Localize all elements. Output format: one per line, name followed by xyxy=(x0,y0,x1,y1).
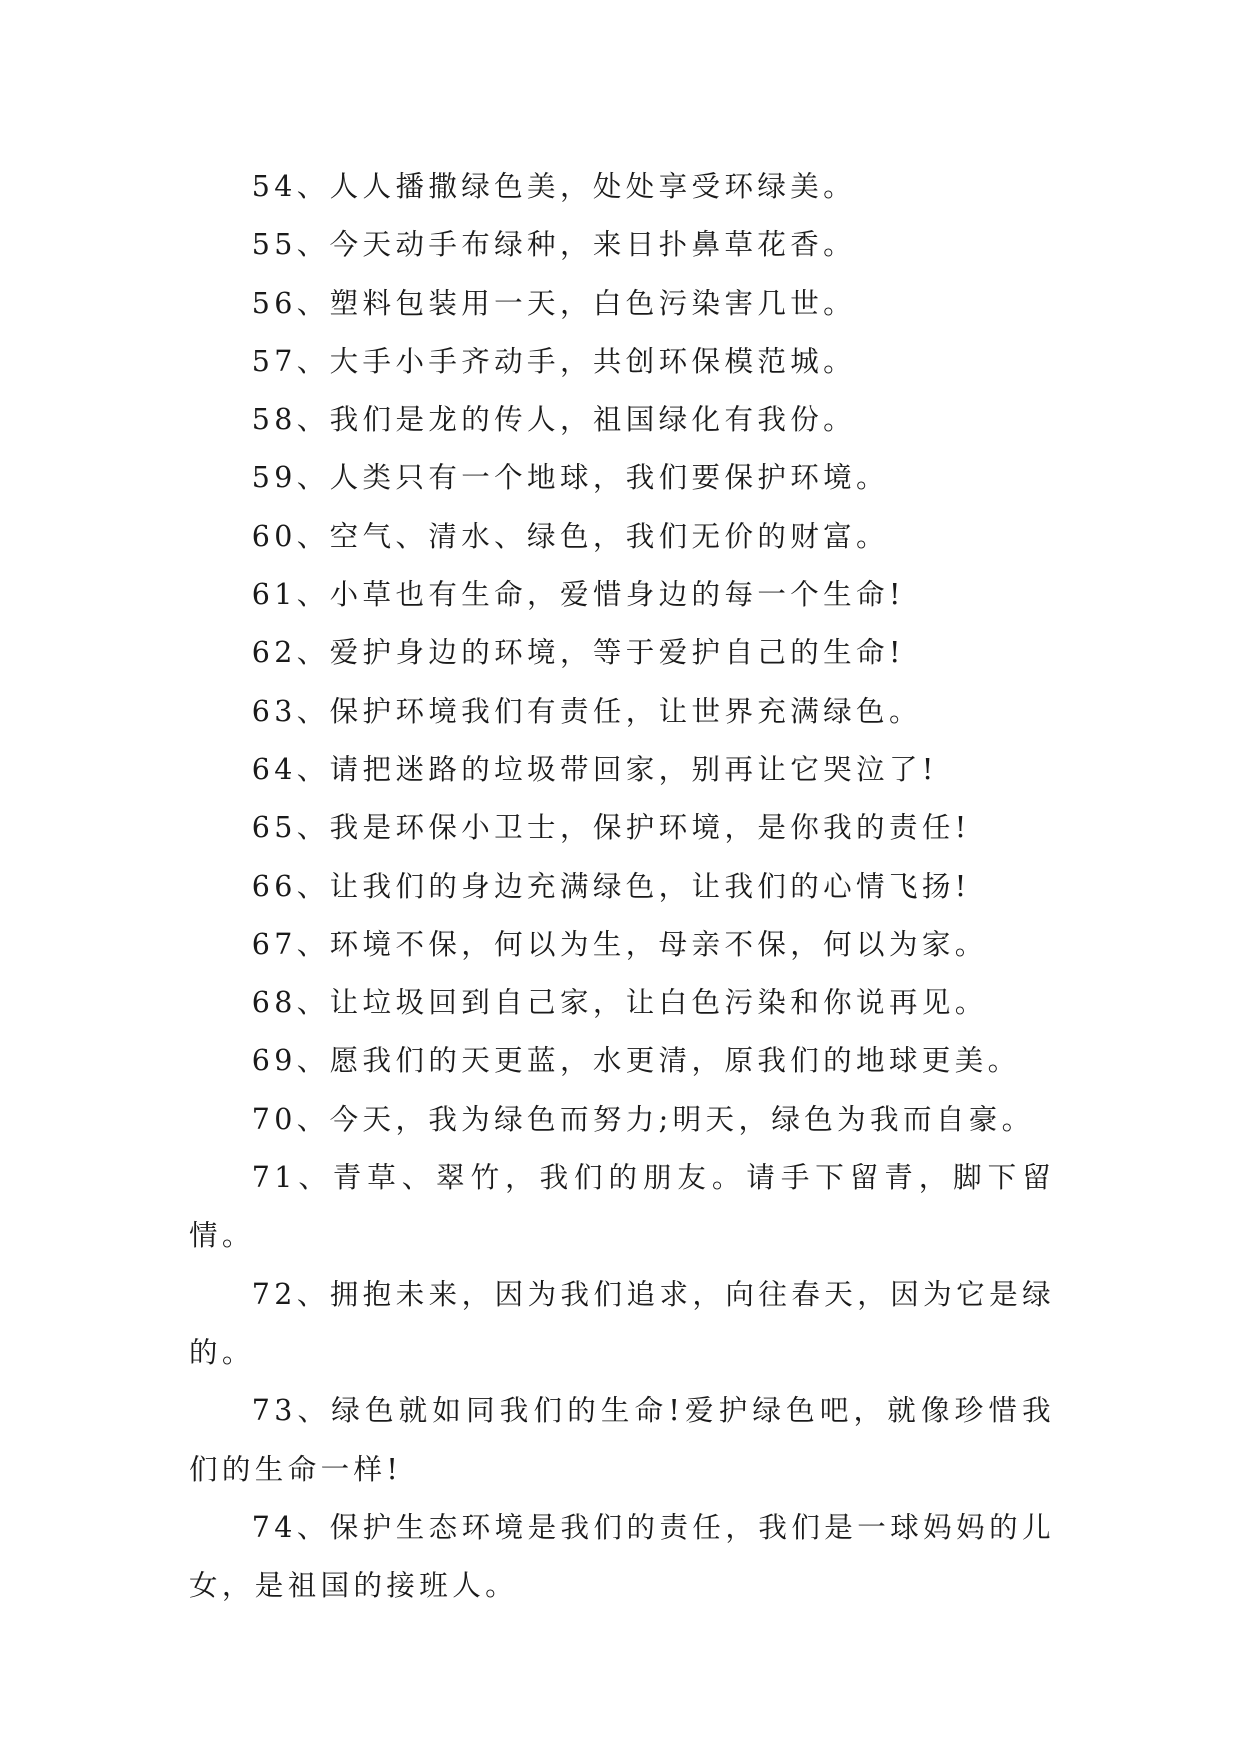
slogan-70: 70、今天，我为绿色而努力;明天，绿色为我而自豪。 xyxy=(251,1102,1035,1136)
slogan-67: 67、环境不保，何以为生，母亲不保，何以为家。 xyxy=(251,927,988,961)
slogan-55: 55、今天动手布绿种，来日扑鼻草花香。 xyxy=(251,228,857,262)
slogan-54: 54、人人播撒绿色美，处处享受环绿美。 xyxy=(251,170,857,203)
slogan-62: 62、爱护身边的环境，等于爱护自己的生命! xyxy=(251,636,905,670)
slogan-73: 73、绿色就如同我们的生命!爱护绿色吧，就像珍惜我们的生命一样! xyxy=(189,1394,1055,1486)
slogan-66: 66、让我们的身边充满绿色，让我们的心情飞扬! xyxy=(251,869,971,903)
slogan-56: 56、塑料包装用一天，白色污染害几世。 xyxy=(251,286,857,320)
slogan-59: 59、人类只有一个地球，我们要保护环境。 xyxy=(251,461,889,495)
slogan-72: 72、拥抱未来，因为我们追求，向往春天，因为它是绿的。 xyxy=(189,1277,1055,1369)
slogan-58: 58、我们是龙的传人，祖国绿化有我份。 xyxy=(251,403,857,437)
document-body xyxy=(189,158,1055,1615)
slogan-63: 63、保护环境我们有责任，让世界充满绿色。 xyxy=(251,694,922,728)
slogan-65: 65、我是环保小卫士，保护环境，是你我的责任! xyxy=(251,811,971,845)
slogan-57: 57、大手小手齐动手，共创环保模范城。 xyxy=(251,344,857,378)
slogan-60: 60、空气、清水、绿色，我们无价的财富。 xyxy=(251,519,889,553)
slogan-74: 74、保护生态环境是我们的责任，我们是一球妈妈的儿女，是祖国的接班人。 xyxy=(189,1510,1055,1603)
slogan-68: 68、让垃圾回到自己家，让白色污染和你说再见。 xyxy=(251,986,988,1020)
slogan-71: 71、青草、翠竹，我们的朋友。请手下留青，脚下留情。 xyxy=(189,1161,1055,1253)
slogan-69: 69、愿我们的天更蓝，水更清，原我们的地球更美。 xyxy=(251,1044,1021,1078)
slogan-64: 64、请把迷路的垃圾带回家，别再让它哭泣了! xyxy=(251,752,938,786)
slogan-61: 61、小草也有生命，爱惜身边的每一个生命! xyxy=(251,578,905,612)
